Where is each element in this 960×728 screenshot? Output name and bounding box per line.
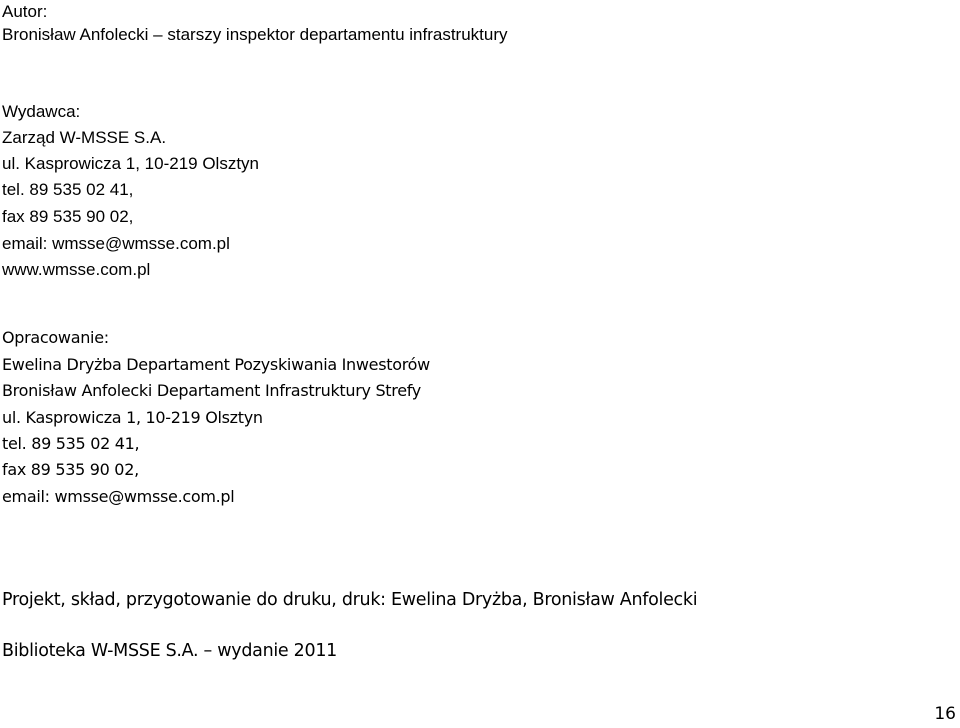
publisher-website: www.wmsse.com.pl (2, 260, 151, 279)
preparation-line: Bronisław Anfolecki Departament Infrastruktury Strefy (2, 381, 421, 400)
publisher-line: tel. 89 535 02 41, (2, 180, 134, 199)
publisher-line: Zarząd W-MSSE S.A. (2, 128, 167, 147)
preparation-line: Ewelina Dryżba Departament Pozyskiwania Inwestorów (2, 355, 430, 374)
author-heading: Autor: (2, 2, 48, 21)
preparation-heading: Opracowanie: (2, 328, 109, 347)
publisher-line: ul. Kasprowicza 1, 10-219 Olsztyn (2, 154, 260, 173)
preparation-email: email: wmsse@wmsse.com.pl (2, 487, 235, 506)
credits-line: Projekt, skład, przygotowanie do druku, druk: Ewelina Dryżba, Bronisław Anfolecki (2, 590, 698, 610)
preparation-line: ul. Kasprowicza 1, 10-219 Olsztyn (2, 408, 263, 427)
publisher-heading: Wydawca: (2, 102, 81, 121)
preparation-line: fax 89 535 90 02, (2, 460, 139, 479)
author-name: Bronisław Anfolecki – starszy inspektor departamentu infrastruktury (2, 25, 508, 44)
preparation-line: tel. 89 535 02 41, (2, 434, 140, 453)
page-number: 16 (934, 704, 956, 724)
publisher-email: email: wmsse@wmsse.com.pl (2, 234, 230, 253)
library-edition: Biblioteka W-MSSE S.A. – wydanie 2011 (2, 641, 337, 661)
publisher-line: fax 89 535 90 02, (2, 207, 134, 226)
